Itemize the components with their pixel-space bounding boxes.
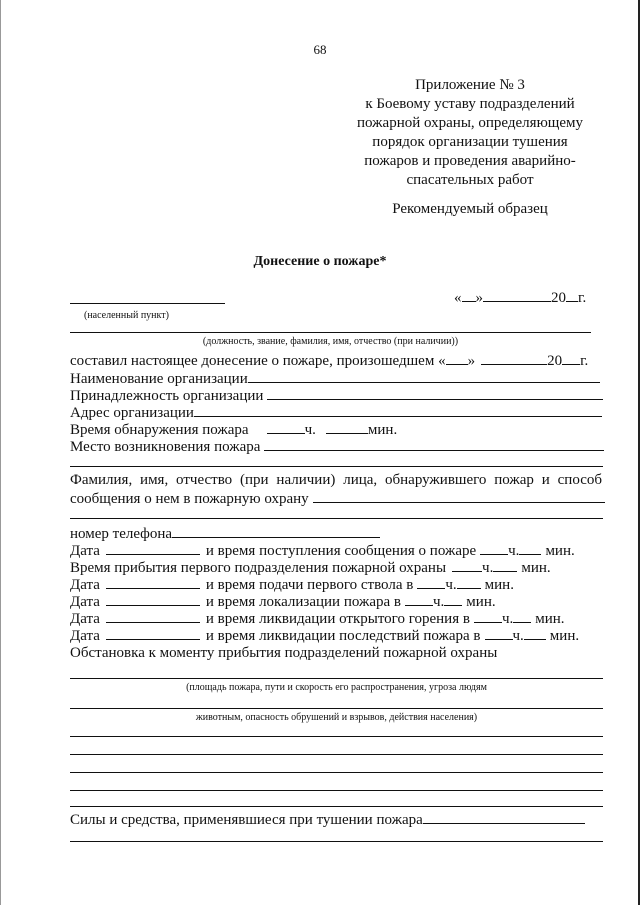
- appendix-line: спасательных работ: [406, 172, 534, 188]
- forces-row: Силы и средства, применявшиеся при тушении пожара: [70, 810, 585, 829]
- address-blank: [194, 403, 602, 417]
- appendix-block: [340, 76, 600, 219]
- fire-place-blank: [264, 437, 604, 451]
- situation-line3: [70, 736, 603, 737]
- open-burning-hours-blank: [474, 609, 502, 623]
- recommended-sample-label: Рекомендуемый образец: [392, 201, 548, 217]
- detection-time-row: Время обнаружения пожара ч. мин.: [70, 422, 398, 438]
- appendix-line: Приложение № 3: [415, 77, 525, 93]
- person-caption: (должность, звание, фамилия, имя, отчество (при наличии)): [202, 336, 459, 347]
- nozzle-hours-blank: [417, 575, 445, 589]
- composed-row: составил настоящее донесение о пожаре, произошедшем « » 20 г.: [70, 353, 589, 369]
- consequences-date-blank: [106, 626, 200, 640]
- composed-month-blank: [481, 351, 547, 365]
- first-arrival-row: Время прибытия первого подразделения пожарной охраны ч. мин.: [70, 560, 551, 576]
- fire-place-row: Место возникновения пожара: [70, 437, 604, 456]
- situation-caption2: животным, опасность обрушений и взрывов, действия населения): [195, 712, 478, 723]
- discoverer-extra-line: [70, 518, 603, 519]
- message-time-row: Дата и время поступления сообщения о пожаре ч. мин.: [70, 543, 575, 559]
- message-date-blank: [106, 541, 200, 555]
- situation-line1: [70, 678, 603, 679]
- locality-line: [70, 303, 225, 304]
- situation-caption1: (площадь пожара, пути и скорость его распространения, угроза людям: [186, 682, 487, 693]
- open-burning-date-blank: [106, 609, 200, 623]
- localization-row: Дата и время локализации пожара в ч. мин.: [70, 594, 496, 610]
- address-row: Адрес организации: [70, 403, 602, 422]
- phone-row: номер телефона: [70, 524, 380, 543]
- year-blank: [566, 288, 578, 302]
- page-number: 68: [313, 42, 327, 57]
- appendix-line: к Боевому уставу подразделений: [365, 96, 575, 112]
- message-hours-blank: [480, 541, 508, 555]
- organization-name-row: Наименование организации: [70, 369, 600, 388]
- discoverer-line1: Фамилия, имя, отчество (при наличии) лица, обнаружившего пожар и способ: [70, 472, 602, 488]
- discoverer-blank: [313, 489, 605, 503]
- situation-label: Обстановка к моменту прибытия подразделений пожарной охраны: [70, 645, 498, 661]
- forces-extra-line: [70, 841, 603, 842]
- open-burning-row: Дата и время ликвидации открытого горения в ч. мин.: [70, 611, 565, 627]
- page-left-edge: [0, 0, 1, 905]
- phone-blank: [172, 524, 380, 538]
- fire-place-extra-line: [70, 466, 603, 467]
- composed-day-blank: [446, 351, 468, 365]
- person-line: [70, 332, 591, 333]
- consequences-hours-blank: [485, 626, 513, 640]
- appendix-line: пожарной охраны, определяющему: [357, 115, 583, 131]
- situation-line7: [70, 806, 603, 807]
- detection-minutes-blank: [326, 420, 368, 434]
- locality-caption: (населенный пункт): [84, 310, 169, 321]
- affiliation-row: Принадлежность организации: [70, 386, 603, 405]
- first-nozzle-row: Дата и время подачи первого ствола в ч. мин.: [70, 577, 514, 593]
- arrival-minutes-blank: [493, 558, 517, 572]
- localization-hours-blank: [405, 592, 433, 606]
- consequences-row: Дата и время ликвидации последствий пожара в ч. мин.: [70, 628, 580, 644]
- consequences-minutes-blank: [524, 626, 546, 640]
- localization-date-blank: [106, 592, 200, 606]
- open-burning-minutes-blank: [513, 609, 531, 623]
- header-date-row: « » 20 г.: [454, 290, 587, 306]
- localization-minutes-blank: [444, 592, 462, 606]
- situation-line6: [70, 790, 603, 791]
- affiliation-blank: [267, 386, 603, 400]
- situation-line5: [70, 772, 603, 773]
- month-blank: [483, 288, 551, 302]
- composed-year-blank: [562, 351, 580, 365]
- message-minutes-blank: [519, 541, 541, 555]
- nozzle-minutes-blank: [457, 575, 481, 589]
- detection-hours-blank: [267, 420, 305, 434]
- arrival-hours-blank: [452, 558, 482, 572]
- forces-blank: [423, 810, 585, 824]
- discoverer-row2: сообщения о нем в пожарную охрану: [70, 489, 605, 508]
- day-blank: [462, 288, 476, 302]
- appendix-line: порядок организации тушения: [372, 134, 568, 150]
- situation-line4: [70, 754, 603, 755]
- document-title: Донесение о пожаре*: [253, 254, 387, 269]
- organization-name-blank: [248, 369, 600, 383]
- appendix-line: пожаров и проведения аварийно-: [364, 153, 576, 169]
- nozzle-date-blank: [106, 575, 200, 589]
- situation-line2: [70, 708, 603, 709]
